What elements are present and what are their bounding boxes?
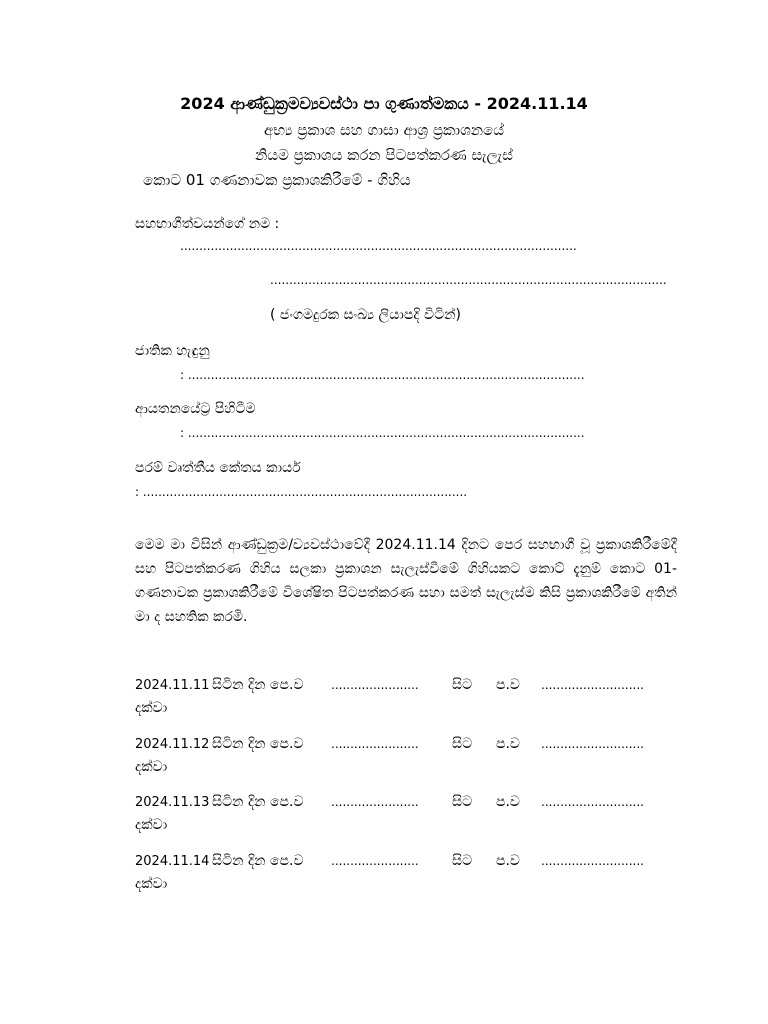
participant-name-label: සහභාගීත්වයන්ගේ නම : [135, 216, 280, 232]
national-id-label: ජාතික හැඳුනු [135, 343, 210, 359]
attendance-from-label: සිට [452, 677, 473, 693]
attendance-day-label: සිටින දින පෙ.ව [212, 736, 304, 752]
national-id-line: : ........................................................................................................ [180, 368, 585, 382]
attendance-pm-label: ප.ව [496, 794, 520, 810]
document-subtitle-3: කොට 01 ගණනාවක ප්‍රකාශකිරීමේ - ගිහිය [143, 171, 411, 189]
attendance-to-line: ........................... [541, 737, 644, 751]
attendance-to-line: ........................... [541, 678, 644, 692]
attendance-day-label: සිටින දින පෙ.ව [212, 853, 304, 869]
office-line: : ........................................................................................................ [180, 426, 585, 440]
document-subtitle-2: නියම ප්‍රකාශය කරන පිටපත්කරණ සැලැස් [255, 146, 513, 164]
attendance-from-line: ....................... [331, 737, 419, 751]
document-title: 2024 ආණ්ඩුක්‍රමව්‍යවස්ථා පා ගුණාත්මකය - 2024.11.14 [180, 94, 588, 113]
attendance-from-line: ....................... [331, 795, 419, 809]
attendance-from-line: ....................... [331, 854, 419, 868]
attendance-pm-label: ප.ව [496, 853, 520, 869]
attendance-date: 2024.11.13 [135, 795, 210, 810]
participant-name-note: ( ජංගමදුරක සංඛ්‍ය ලියාපදි විටින්) [270, 307, 462, 323]
attendance-from-label: සිට [452, 794, 473, 810]
attendance-pm-label: ප.ව [496, 736, 520, 752]
attendance-to-line: ........................... [541, 854, 644, 868]
role-code-line: : ..................................................................................... [135, 485, 468, 499]
attendance-day-label: සිටින දින පෙ.ව [212, 794, 304, 810]
attendance-from-line: ....................... [331, 678, 419, 692]
participant-name-line-2: ........................................................................................................ [270, 273, 667, 287]
declaration-paragraph: මෙම මා විසින් ආණ්ඩුක්‍රම/ව්‍යවස්ථාවේදී 2024.11.14 දිනට පෙර සහභාගී වූ ප්‍රකාශකිරීමේදී සහ පිටපත්කරණ ගිහිය සලකා ප්‍රකාශන සැලැස්වීමේ ගිහියකට කොට් දැනුම් කොට 01- ගණනාවක ප්‍රකාශකිරීමේ විශේෂිත පිටපත්කරණ සහා සමත් සැලැස්ම කිසි ප්‍රකාශකිරීමේ අතින් මා ද සහතික කරමි. [135, 537, 677, 625]
attendance-until-label: දක්වා [135, 759, 168, 775]
attendance-date: 2024.11.14 [135, 854, 210, 869]
office-label: ආයතනයේ‍ට්‍ර පිහිටීම [135, 401, 256, 417]
participant-name-line-1: ........................................................................................................ [180, 239, 577, 253]
attendance-from-label: සිට [452, 853, 473, 869]
attendance-day-label: සිටින දින පෙ.ව [212, 677, 304, 693]
role-code-label: පරම් වෘත්තීය කේතය කාර්ය [135, 460, 301, 476]
attendance-date: 2024.11.11 [135, 678, 210, 693]
document-subtitle-1: අභ්‍ය ප්‍රකාශ සහ ගාසා ආශ්‍ර ප්‍රකාශනයේ [263, 121, 505, 139]
attendance-to-line: ........................... [541, 795, 644, 809]
attendance-until-label: දක්වා [135, 817, 168, 833]
attendance-from-label: සිට [452, 736, 473, 752]
attendance-until-label: දක්වා [135, 700, 168, 716]
attendance-until-label: දක්වා [135, 876, 168, 892]
attendance-pm-label: ප.ව [496, 677, 520, 693]
attendance-date: 2024.11.12 [135, 737, 210, 752]
